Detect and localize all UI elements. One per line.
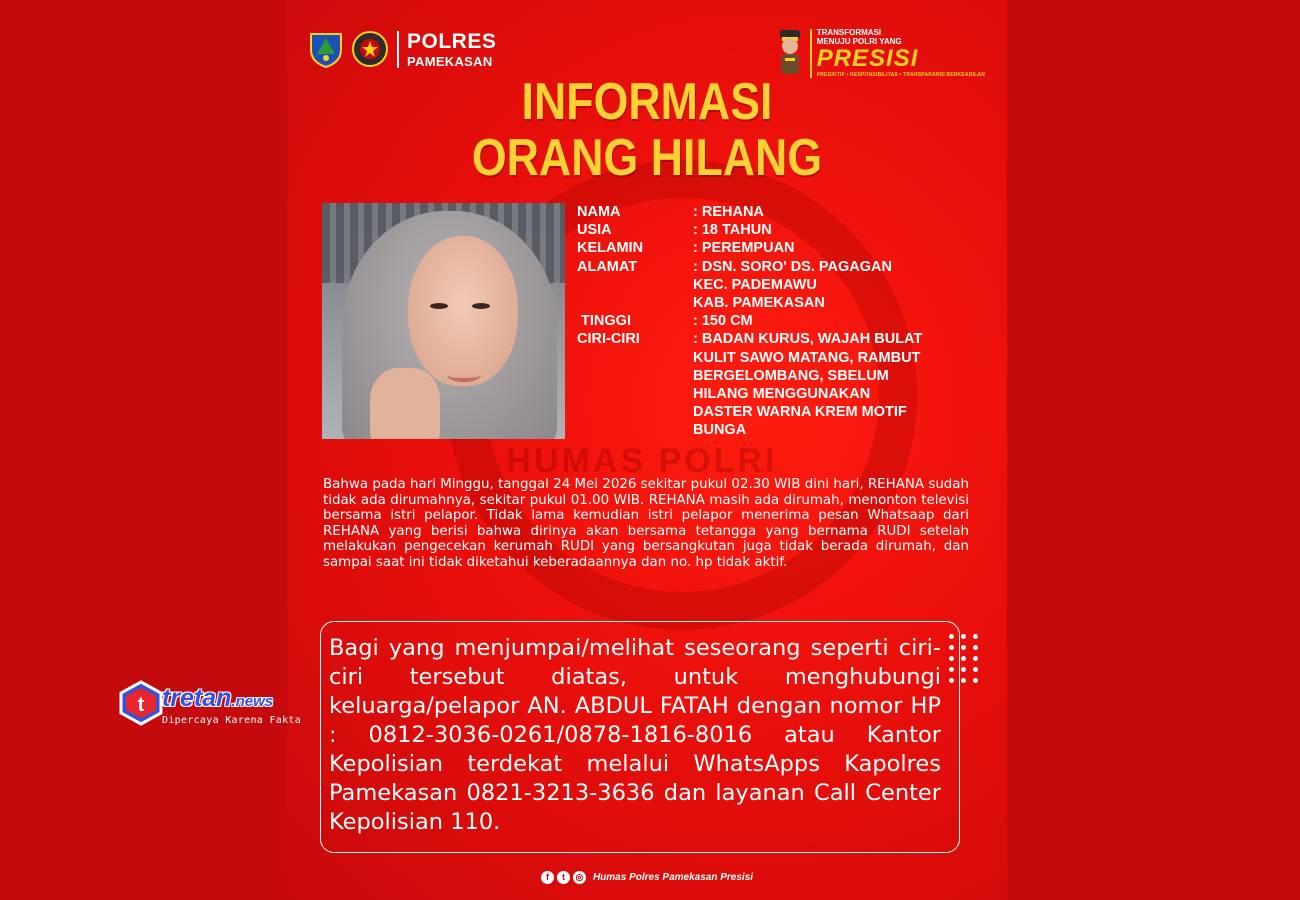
detail-value: : PEREMPUAN: [693, 240, 795, 257]
polres-logo-group: [309, 30, 496, 68]
detail-value: : DSN. SORO' DS. PAGAGAN KEC. PADEMAWU KAB. PAMEKASAN: [693, 258, 892, 312]
detail-value: : 18 TAHUN: [693, 222, 772, 239]
presisi-line1: TRANSFORMASI: [816, 27, 882, 37]
police-mascot-icon: [774, 28, 806, 78]
contact-text: Bagi yang menjumpai/melihat seseorang seperti ciri-ciri tersebut diatas, untuk menghubungi keluarga/pelapor AN. ABDUL FATAH dengan nomor HP : 0812-3036-0261/0878-1816-8016 atau Kantor Kepolisian terdekat melalui WhatsApps Kapolres Pamekasan 0821-3213-3636 dan layanan Call Center Kepolisian 110.: [329, 635, 941, 835]
polres-wordmark: [397, 31, 496, 68]
presisi-logo-group: [774, 28, 985, 78]
tretan-logo-icon: [118, 680, 164, 726]
person-details: [577, 203, 993, 440]
footer-handle: Humas Polres Pamekasan Presisi: [592, 872, 754, 883]
detail-row-height: [577, 312, 993, 330]
detail-value: : BADAN KURUS, WAJAH BULAT KULIT SAWO MATANG, RAMBUT BERGELOMBANG, SBELUM HILANG MENGGUNAKAN DASTER WARNA KREM MOTIF BUNGA: [693, 331, 923, 439]
tretan-name: tretan.news: [162, 684, 274, 712]
detail-value: : REHANA: [693, 204, 764, 220]
facebook-icon[interactable]: f: [541, 871, 554, 884]
tretan-news-watermark: [118, 680, 301, 726]
detail-label: USIA: [577, 222, 612, 239]
poster-title-line2: ORANG HILANG: [471, 129, 823, 187]
watermark-text: HUMAS POLRI: [506, 442, 778, 480]
detail-row-features: [577, 330, 993, 439]
detail-label: CIRI-CIRI: [577, 331, 640, 348]
tretan-tagline: Dipercaya Karena Fakta: [162, 715, 302, 726]
svg-text:t: t: [137, 694, 145, 716]
missing-person-photo: [322, 203, 565, 439]
presisi-line2: MENUJU POLRI YANG: [816, 36, 902, 46]
polri-emblem-icon: [351, 30, 389, 68]
detail-row-gender: [577, 239, 993, 257]
decorative-dots: [949, 634, 979, 683]
twitter-icon[interactable]: t: [557, 871, 570, 884]
missing-person-poster: [287, 0, 1007, 900]
presisi-wordmark: [810, 29, 985, 78]
jatim-emblem-icon: [309, 30, 343, 68]
polres-line2: PAMEKASAN: [407, 53, 493, 69]
presisi-tagline: PREDIKTIF • RESPONSIBILITAS • TRANSPARANSI BERKEADILAN: [816, 71, 985, 78]
detail-row-address: [577, 258, 993, 313]
instagram-icon[interactable]: ◎: [573, 871, 586, 884]
polres-line1: POLRES: [407, 29, 497, 53]
poster-title-line1: INFORMASI: [521, 73, 773, 131]
detail-label: ALAMAT: [577, 258, 638, 275]
detail-label: KELAMIN: [577, 240, 644, 257]
detail-row-age: [577, 221, 993, 239]
incident-description: Bahwa pada hari Minggu, tanggal 24 Mei 2026 sekitar pukul 02.30 WIB dini hari, REHANA sudah tidak ada dirumahnya, sekitar pukul 01.00 WIB. REHANA masih ada dirumah, menonton televisi bersama istri pelapor. Tidak lama kemudian istri pelapor menerima pesan Whatsaap dari REHANA yang berisi bahwa dirinya akan bersama tetangga yang bernama RUDI setelah melakukan pengecekan kerumah RUDI yang bersangkutan juga tidak berada dirumah, dan sampai saat ini tidak diketahui keberadaannya dan no. hp tidak aktif.: [323, 477, 969, 570]
presisi-word: PRESISI: [816, 44, 919, 72]
detail-value: : 150 CM: [693, 313, 753, 330]
detail-label: TINGGI: [577, 313, 631, 330]
footer: [287, 871, 1007, 884]
detail-row-name: [577, 203, 993, 221]
detail-label: NAMA: [577, 204, 621, 220]
